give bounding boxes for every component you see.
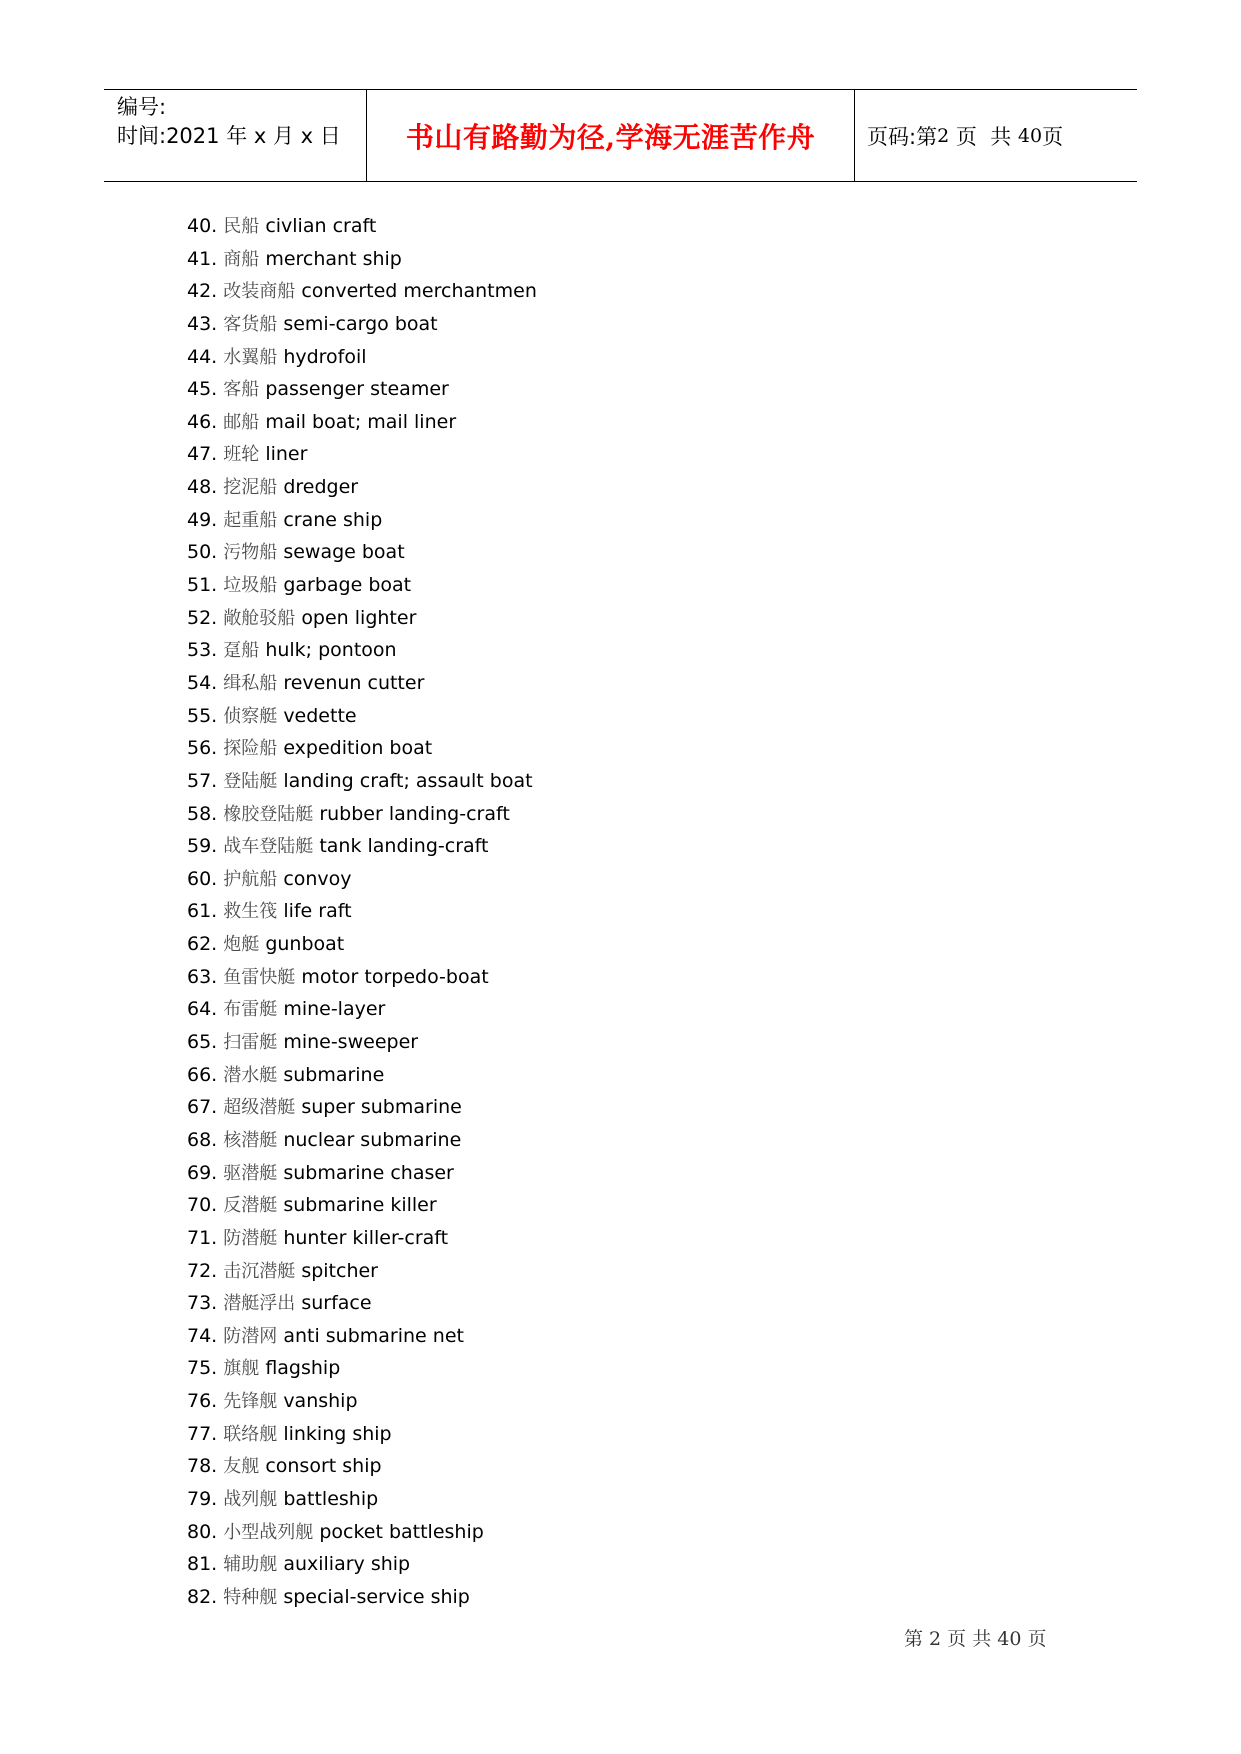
list-item [187, 210, 1087, 243]
entry-chinese-term: 民船 [223, 216, 260, 237]
entry-english-term: anti submarine net [283, 1324, 464, 1347]
entry-number: 46. [187, 410, 218, 433]
entry-english-term: civlian craft [265, 215, 377, 237]
page-suffix: 页 [1042, 124, 1064, 149]
entry-number: 74. [187, 1324, 218, 1347]
entry-english-term: life raft [283, 900, 352, 923]
vocabulary-list [187, 210, 1087, 1614]
entry-chinese-term: 鱼雷快艇 [223, 966, 296, 988]
entry-number: 75. [187, 1357, 218, 1380]
entry-number: 44. [187, 345, 218, 368]
entry-chinese-term: 防潜艇 [223, 1227, 278, 1249]
entry-chinese-term: 辅助舰 [223, 1554, 278, 1576]
entry-chinese-term: 超级潜艇 [223, 1097, 296, 1119]
entry-chinese-term: 缉私船 [223, 672, 278, 694]
entry-english-term: open lighter [301, 606, 417, 629]
header-motto-cell [367, 90, 855, 181]
entry-english-term: submarine [283, 1063, 385, 1086]
entry-number: 73. [187, 1292, 218, 1315]
entry-number: 61. [187, 900, 218, 923]
header-page-cell [855, 90, 1137, 181]
list-item [187, 667, 1087, 700]
entry-english-term: pocket battleship [319, 1520, 484, 1543]
entry-number: 62. [187, 933, 218, 956]
entry-english-term: landing craft; assault boat [283, 769, 533, 792]
entry-english-term: special-service ship [283, 1585, 470, 1608]
entry-number: 78. [187, 1455, 218, 1478]
entry-chinese-term: 扫雷艇 [223, 1032, 278, 1054]
entry-english-term: sewage boat [283, 541, 405, 564]
entry-number: 69. [187, 1161, 218, 1184]
entry-number: 67. [187, 1096, 218, 1119]
entry-chinese-term: 邮船 [223, 411, 260, 433]
entry-chinese-term: 驱潜艇 [223, 1162, 278, 1184]
list-item [187, 1189, 1087, 1222]
entry-english-term: hunter killer-craft [283, 1226, 449, 1249]
entry-english-term: nuclear submarine [283, 1128, 462, 1151]
entry-number: 55. [187, 704, 218, 727]
entry-number: 76. [187, 1390, 218, 1413]
list-item [187, 471, 1087, 504]
list-item [187, 1516, 1087, 1549]
list-item [187, 961, 1087, 994]
list-item [187, 373, 1087, 406]
list-item [187, 341, 1087, 374]
entry-chinese-term: 趸船 [223, 640, 260, 662]
entry-number: 42. [187, 280, 218, 303]
entry-english-term: submarine killer [283, 1194, 437, 1217]
entry-chinese-term: 水翼船 [223, 346, 278, 368]
entry-english-term: auxiliary ship [283, 1553, 411, 1576]
list-item [187, 504, 1087, 537]
list-item [187, 634, 1087, 667]
entry-english-term: rubber landing-craft [319, 802, 510, 825]
list-item [187, 700, 1087, 733]
entry-chinese-term: 污物船 [223, 542, 278, 564]
entry-number: 82. [187, 1585, 218, 1608]
date-label: 时间:2021 年 x 月 x 日 [117, 124, 341, 148]
entry-number: 56. [187, 737, 218, 760]
list-item [187, 1483, 1087, 1516]
entry-chinese-term: 客货船 [223, 313, 278, 335]
entry-number: 77. [187, 1422, 218, 1445]
entry-english-term: surface [301, 1292, 372, 1315]
entry-chinese-term: 战列舰 [223, 1488, 278, 1510]
list-item [187, 1091, 1087, 1124]
entry-number: 63. [187, 965, 218, 988]
entry-english-term: submarine chaser [283, 1161, 454, 1184]
entry-chinese-term: 反潜艇 [223, 1195, 278, 1217]
list-item [187, 1157, 1087, 1190]
entry-chinese-term: 布雷艇 [223, 999, 278, 1021]
page-total: 40 [1017, 124, 1043, 147]
entry-number: 58. [187, 802, 218, 825]
entry-english-term: passenger steamer [265, 378, 449, 401]
entry-number: 70. [187, 1194, 218, 1217]
list-item [187, 1026, 1087, 1059]
entry-english-term: mail boat; mail liner [265, 410, 457, 433]
list-item [187, 602, 1087, 635]
motto-text: 书山有路勤为径,学海无涯苦作舟 [405, 120, 816, 154]
entry-number: 65. [187, 1031, 218, 1054]
list-item [187, 765, 1087, 798]
entry-chinese-term: 核潜艇 [223, 1129, 278, 1151]
entry-chinese-term: 特种舰 [223, 1586, 278, 1608]
list-item [187, 732, 1087, 765]
list-item [187, 798, 1087, 831]
entry-number: 48. [187, 476, 218, 499]
entry-chinese-term: 潜水艇 [223, 1064, 278, 1086]
entry-english-term: consort ship [265, 1455, 382, 1478]
entry-number: 49. [187, 508, 218, 531]
list-item [187, 308, 1087, 341]
entry-number: 71. [187, 1226, 218, 1249]
entry-chinese-term: 班轮 [223, 444, 260, 466]
entry-chinese-term: 起重船 [223, 509, 278, 531]
list-item [187, 993, 1087, 1026]
entry-number: 66. [187, 1063, 218, 1086]
list-item [187, 1418, 1087, 1451]
entry-english-term: linking ship [283, 1422, 392, 1445]
entry-number: 41. [187, 247, 218, 270]
entry-english-term: converted merchantmen [301, 280, 537, 303]
entry-chinese-term: 战车登陆艇 [223, 836, 314, 858]
entry-number: 80. [187, 1520, 218, 1543]
page-footer: 第 2 页 共 40 页 [904, 1628, 1047, 1650]
entry-english-term: mine-sweeper [283, 1031, 419, 1054]
entry-english-term: battleship [283, 1487, 379, 1510]
list-item [187, 275, 1087, 308]
entry-number: 47. [187, 443, 218, 466]
entry-chinese-term: 联络舰 [223, 1423, 278, 1445]
list-item [187, 1385, 1087, 1418]
entry-chinese-term: 改装商船 [223, 281, 296, 303]
entry-chinese-term: 击沉潜艇 [223, 1260, 296, 1282]
entry-chinese-term: 防潜网 [223, 1325, 278, 1347]
list-item [187, 1548, 1087, 1581]
list-item [187, 406, 1087, 439]
entry-chinese-term: 炮艇 [223, 934, 260, 956]
entry-chinese-term: 护航船 [223, 868, 278, 890]
entry-english-term: liner [265, 443, 308, 466]
entry-number: 79. [187, 1487, 218, 1510]
entry-chinese-term: 旗舰 [223, 1358, 260, 1380]
entry-english-term: vedette [283, 704, 357, 727]
entry-number: 43. [187, 312, 218, 335]
entry-english-term: vanship [283, 1390, 358, 1413]
page-header [104, 89, 1137, 182]
list-item [187, 1124, 1087, 1157]
entry-chinese-term: 先锋舰 [223, 1391, 278, 1413]
list-item [187, 1222, 1087, 1255]
entry-number: 53. [187, 639, 218, 662]
entry-chinese-term: 救生筏 [223, 901, 278, 923]
entry-number: 60. [187, 867, 218, 890]
list-item [187, 1287, 1087, 1320]
entry-english-term: spitcher [301, 1259, 378, 1282]
entry-number: 52. [187, 606, 218, 629]
entry-chinese-term: 垃圾船 [223, 575, 278, 597]
list-item [187, 1352, 1087, 1385]
list-item [187, 1255, 1087, 1288]
list-item [187, 830, 1087, 863]
entry-chinese-term: 橡胶登陆艇 [223, 803, 314, 825]
page-mid: 页 共 [949, 124, 1018, 149]
list-item [187, 569, 1087, 602]
entry-english-term: dredger [283, 476, 359, 499]
entry-number: 72. [187, 1259, 218, 1282]
entry-english-term: merchant ship [265, 247, 402, 270]
entry-number: 81. [187, 1553, 218, 1576]
entry-english-term: tank landing-craft [319, 835, 489, 858]
header-info-cell [104, 90, 367, 181]
entry-number: 50. [187, 541, 218, 564]
entry-english-term: semi-cargo boat [283, 312, 438, 335]
list-item [187, 1059, 1087, 1092]
entry-number: 45. [187, 378, 218, 401]
entry-chinese-term: 小型战列舰 [223, 1521, 314, 1543]
entry-english-term: super submarine [301, 1096, 462, 1119]
entry-chinese-term: 挖泥船 [223, 477, 278, 499]
list-item [187, 1581, 1087, 1614]
list-item [187, 1320, 1087, 1353]
entry-english-term: mine-layer [283, 998, 386, 1021]
entry-english-term: hydrofoil [283, 345, 367, 368]
entry-chinese-term: 商船 [223, 248, 260, 270]
entry-english-term: convoy [283, 867, 352, 890]
list-item [187, 536, 1087, 569]
entry-number: 68. [187, 1128, 218, 1151]
list-item [187, 895, 1087, 928]
entry-chinese-term: 客船 [223, 379, 260, 401]
entry-english-term: crane ship [283, 508, 383, 531]
entry-chinese-term: 潜艇浮出 [223, 1293, 296, 1315]
entry-number: 64. [187, 998, 218, 1021]
list-item [187, 438, 1087, 471]
entry-number: 54. [187, 671, 218, 694]
entry-chinese-term: 友舰 [223, 1456, 260, 1478]
entry-english-term: motor torpedo-boat [301, 965, 489, 988]
entry-chinese-term: 登陆艇 [223, 770, 278, 792]
entry-english-term: garbage boat [283, 574, 412, 597]
entry-chinese-term: 探险船 [223, 738, 278, 760]
list-item [187, 928, 1087, 961]
entry-english-term: flagship [265, 1357, 341, 1380]
list-item [187, 243, 1087, 276]
entry-english-term: expedition boat [283, 737, 433, 760]
serial-number-label: 编号: [117, 95, 167, 119]
entry-number: 57. [187, 769, 218, 792]
entry-english-term: hulk; pontoon [265, 639, 397, 662]
entry-chinese-term: 侦察艇 [223, 705, 278, 727]
entry-english-term: revenun cutter [283, 671, 425, 694]
entry-number: 59. [187, 835, 218, 858]
entry-chinese-term: 敞舱驳船 [223, 607, 296, 629]
page-prefix: 页码:第 [867, 124, 938, 149]
entry-english-term: gunboat [265, 933, 345, 956]
list-item [187, 1450, 1087, 1483]
entry-number: 40. [187, 215, 218, 237]
entry-number: 51. [187, 574, 218, 597]
page-number: 2 [937, 124, 950, 147]
list-item [187, 863, 1087, 896]
